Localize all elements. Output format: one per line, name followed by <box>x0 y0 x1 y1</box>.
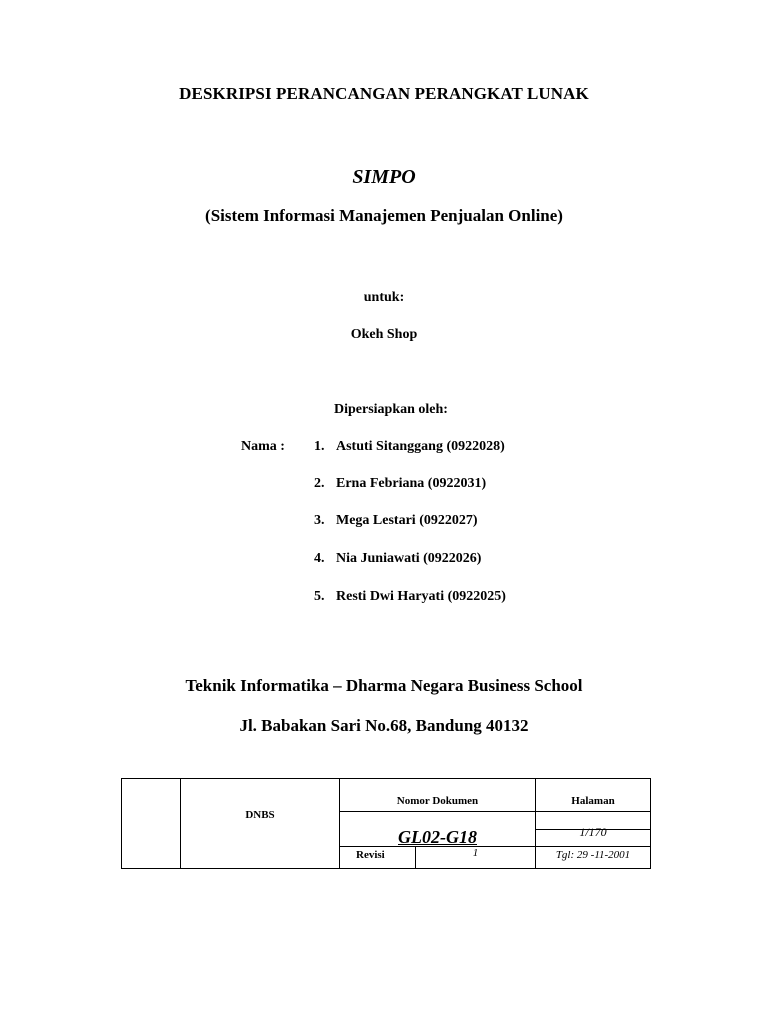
member-item <box>314 476 486 492</box>
member-name: Erna Febriana (0922031) <box>336 476 487 491</box>
member-name: Mega Lestari (0922027) <box>336 513 478 528</box>
member-number: 2. <box>314 476 325 491</box>
table-divider <box>339 811 650 812</box>
member-number: 3. <box>314 513 325 528</box>
page-value: 1/170 <box>579 825 607 839</box>
app-name: SIMPO <box>352 166 416 188</box>
member-number: 1. <box>314 439 325 454</box>
institution-name: Teknik Informatika – Dharma Negara Business School <box>185 676 583 695</box>
page-label: Halaman <box>571 795 615 807</box>
member-name: Resti Dwi Haryati (0922025) <box>336 589 506 604</box>
document-title: DESKRIPSI PERANCANGAN PERANGKAT LUNAK <box>179 84 589 103</box>
table-divider <box>180 779 181 868</box>
institution-address: Jl. Babakan Sari No.68, Bandung 40132 <box>239 716 529 735</box>
client-name: Okeh Shop <box>350 327 418 342</box>
member-item <box>314 551 481 567</box>
app-full-name: (Sistem Informasi Manajemen Penjualan Online) <box>205 206 563 225</box>
revision-value: 1 <box>472 847 479 859</box>
doc-number: GL02-G18 <box>398 827 477 847</box>
table-divider <box>339 779 340 868</box>
member-item <box>314 513 478 529</box>
member-name: Nia Juniawati (0922026) <box>336 551 482 566</box>
name-label: Nama : <box>241 439 285 454</box>
member-name: Astuti Sitanggang (0922028) <box>336 439 505 454</box>
document-info-table <box>121 778 651 869</box>
for-label: untuk: <box>363 290 405 305</box>
document-date: Tgl: 29 -11-2001 <box>555 849 631 861</box>
member-item <box>314 439 505 455</box>
member-number: 5. <box>314 589 325 604</box>
member-item <box>314 589 506 605</box>
revision-label: Revisi <box>356 849 385 861</box>
prepared-by-label: Dipersiapkan oleh: <box>334 402 448 417</box>
doc-number-label: Nomor Dokumen <box>396 795 479 807</box>
org-code: DNBS <box>245 809 275 821</box>
member-number: 4. <box>314 551 325 566</box>
